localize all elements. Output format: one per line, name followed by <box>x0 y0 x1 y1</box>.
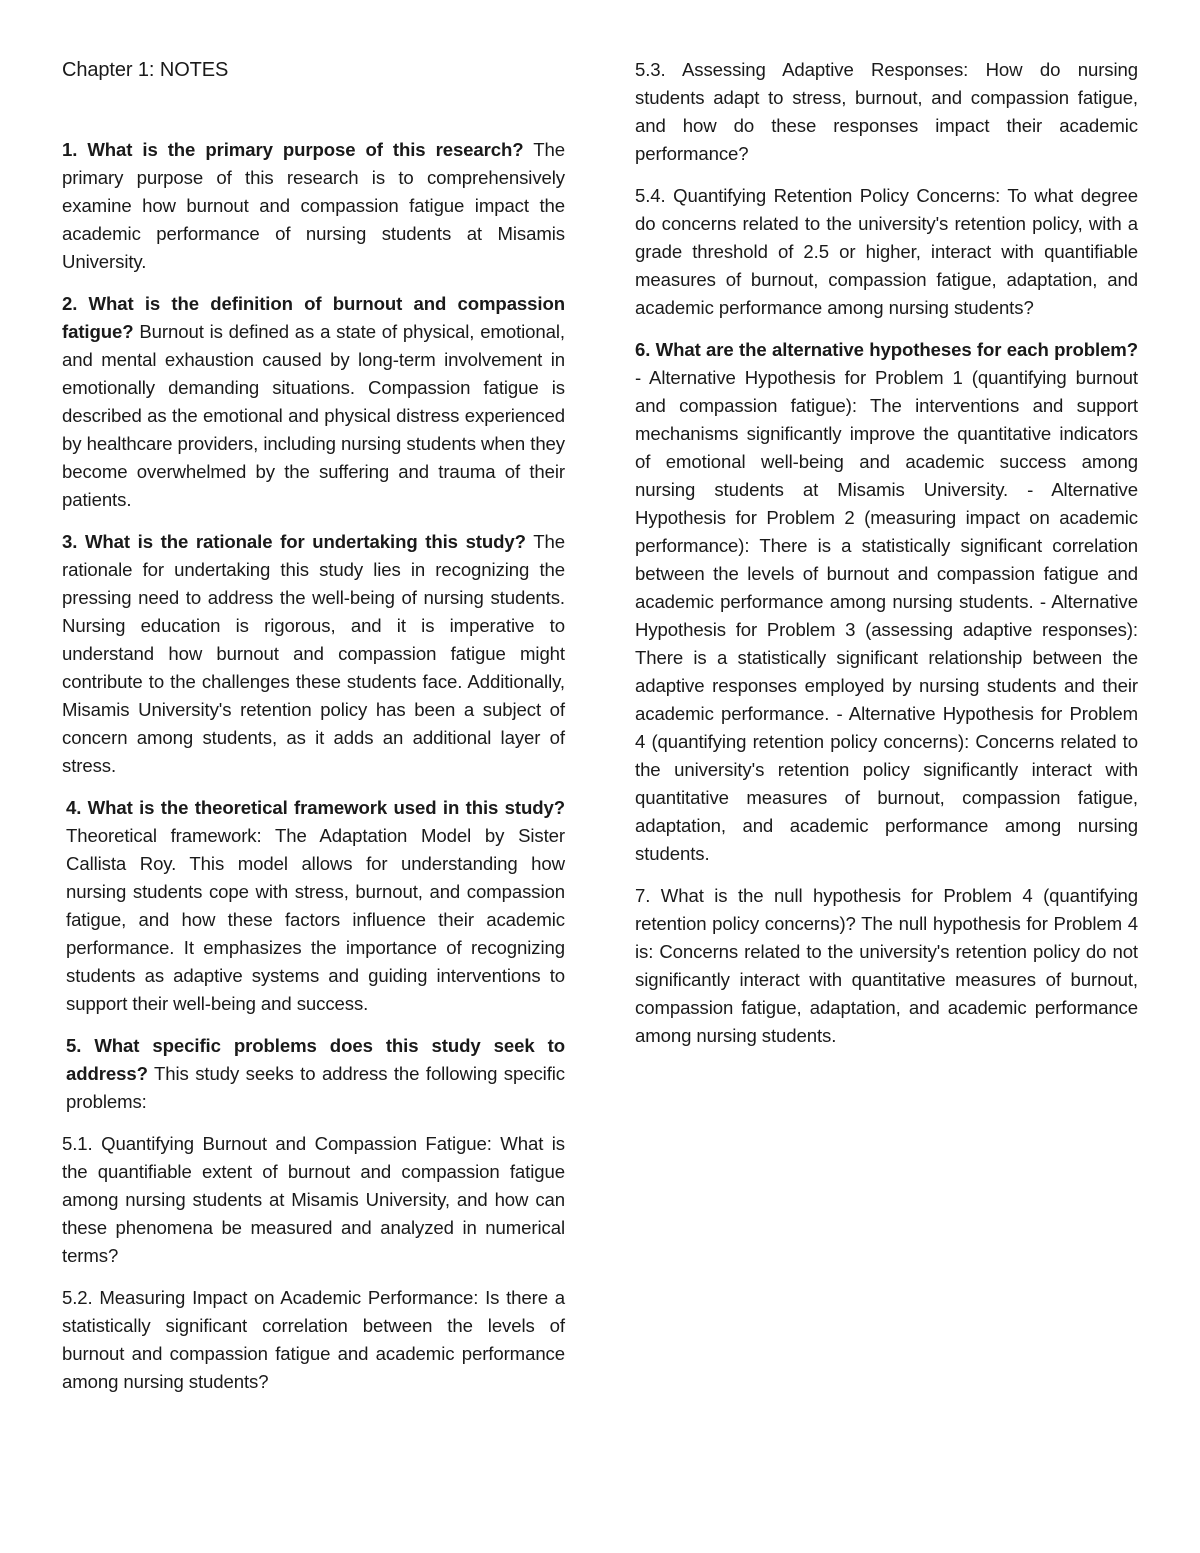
question-3-heading: 3. What is the rationale for undertaking this study? <box>62 531 526 552</box>
question-3-answer: The rationale for undertaking this study lies in recognizing the pressing need to address the well-being of nursing students. Nursing education is rigorous, and it is imperative to understand how burnout and compassion fatigue might contribute to the challenges these students face. Additionally, Misamis University's retention policy has been a subject of concern among students, as it adds an additional layer of stress. <box>62 531 565 776</box>
left-column <box>62 56 565 1410</box>
question-1 <box>62 136 565 276</box>
question-4-answer: Theoretical framework: The Adaptation Model by Sister Callista Roy. This model allows for understanding how nursing students cope with stress, burnout, and compassion fatigue, and how these factors influence their academic performance. It emphasizes the importance of recognizing students as adaptive systems and guiding interventions to support their well-being and success. <box>66 825 565 1014</box>
question-4 <box>62 794 565 1018</box>
problem-5-4: 5.4. Quantifying Retention Policy Concerns: To what degree do concerns related to the university's retention policy, with a grade threshold of 2.5 or higher, interact with quantifiable measures of burnout, compassion fatigue, adaptation, and academic performance among nursing students? <box>635 185 1138 318</box>
question-3 <box>62 528 565 780</box>
question-6-answer: - Alternative Hypothesis for Problem 1 (quantifying burnout and compassion fatigue): The interventions and support mechanisms significantly improve the quantitative indicators of emotional well-being and academic success among nursing students at Misamis University. - Alternative Hypothesis for Problem 2 (measuring impact on academic performance): There is a statistically significant correlation between the levels of burnout and compassion fatigue and academic performance among nursing students. - Alternative Hypothesis for Problem 3 (assessing adaptive responses): There is a statistically significant relationship between the adaptive responses employed by nursing students and their academic performance. - Alternative Hypothesis for Problem 4 (quantifying retention policy concerns): Concerns related to the university's retention policy significantly interact with quantitative measures of burnout, compassion fatigue, adaptation, and academic performance among nursing students. <box>635 367 1138 864</box>
question-2-answer: Burnout is defined as a state of physical, emotional, and mental exhaustion caused by long-term involvement in emotionally demanding situations. Compassion fatigue is described as the emotional and physical distress experienced by healthcare providers, including nursing students when they become overwhelmed by the suffering and trauma of their patients. <box>62 321 565 510</box>
question-6 <box>635 336 1138 868</box>
question-1-heading: 1. What is the primary purpose of this research? <box>62 139 524 160</box>
page-title: Chapter 1: NOTES <box>62 59 229 81</box>
question-4-heading: 4. What is the theoretical framework used in this study? <box>66 797 565 818</box>
problem-5-2: 5.2. Measuring Impact on Academic Performance: Is there a statistically significant correlation between the levels of burnout and compassion fatigue and academic performance among nursing students? <box>62 1287 565 1392</box>
right-column <box>635 56 1138 1064</box>
question-7: 7. What is the null hypothesis for Problem 4 (quantifying retention policy concerns)? The null hypothesis for Problem 4 is: Concerns related to the university's retention policy do not significantly interact with quantitative measures of burnout, compassion fatigue, adaptation, and academic performance among nursing students. <box>635 885 1138 1046</box>
question-1-answer: The primary purpose of this research is to comprehensively examine how burnout and compassion fatigue impact the academic performance of nursing students at Misamis University. <box>62 139 565 272</box>
problem-5-3: 5.3. Assessing Adaptive Responses: How do nursing students adapt to stress, burnout, and compassion fatigue, and how do these responses impact their academic performance? <box>635 59 1138 164</box>
question-2 <box>62 290 565 514</box>
question-5 <box>62 1032 565 1116</box>
question-6-heading: 6. What are the alternative hypotheses for each problem? <box>635 339 1138 360</box>
question-2-heading: 2. What is the definition of burnout and compassion fatigue? <box>62 293 565 342</box>
problem-5-1: 5.1. Quantifying Burnout and Compassion Fatigue: What is the quantifiable extent of burnout and compassion fatigue among nursing students at Misamis University, and how can these phenomena be measured and analyzed in numerical terms? <box>62 1133 565 1266</box>
question-5-answer: This study seeks to address the following specific problems: <box>66 1063 565 1112</box>
question-5-heading: 5. What specific problems does this study seek to address? <box>66 1035 565 1084</box>
